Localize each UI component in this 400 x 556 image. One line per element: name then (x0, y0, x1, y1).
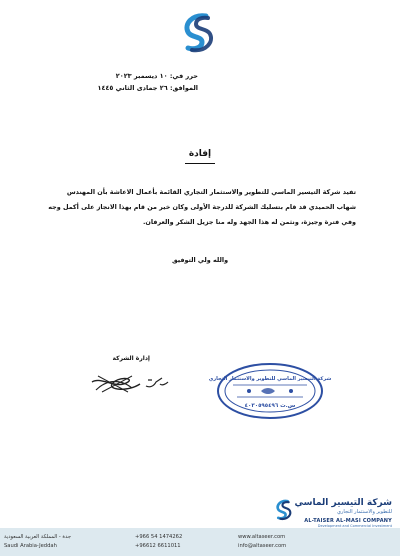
address-english: Saudi Arabia-Jeddah (4, 543, 57, 549)
brand-tagline-english: Development and Commercial Investment (317, 524, 392, 528)
stamp-text-top: شركة التيسير الماسي للتطوير والاستثمار التجاري (208, 376, 332, 382)
footer-swirl-logo-icon (272, 498, 296, 522)
document-body: تفيد شركة التيسير الماسي للتطوير والاستثمار التجاري القائمة بأعمال الاعاشة بأن المهندس شهاب الحميدي قد قام بتسليك الشركة للدرجة الأولى وكان خير من قام بهذا الانجاز على أكمل وجه وفي فترة وجيزة، ونثمن له هذا الجهد وله منا جزيل الشكر والعرفان. (48, 188, 356, 226)
footer-phones (135, 533, 182, 551)
handwritten-signature-icon (88, 368, 178, 398)
document-closing: والله ولي التوفيق (171, 256, 229, 264)
stamp-text-bottom: س.ت ٤٠٣٠٥٩٥٤٩٦ (244, 403, 296, 409)
title-underline (185, 163, 215, 164)
footer-brand (0, 492, 400, 528)
footer-web (238, 533, 286, 551)
phone-1: +966 54 1474262 (135, 534, 183, 540)
management-label: إدارة الشركة (112, 355, 150, 362)
date-block (58, 70, 198, 94)
brand-name-arabic: شركة التيسير الماسي (294, 498, 392, 508)
email-link[interactable]: info@altaseer.com (238, 543, 287, 549)
company-stamp-icon (208, 361, 332, 421)
footer-address (4, 533, 71, 551)
brand-subtitle-arabic: للتطوير والاستثمار التجاري (337, 509, 392, 515)
brand-name-english: AL-TAISER AL-MASI COMPANY (304, 518, 392, 524)
company-swirl-logo-icon (176, 10, 222, 56)
document-title: إفادة (188, 149, 212, 159)
website-link[interactable]: www.altaseer.com (238, 534, 286, 540)
date-gregorian: حرر في: ١٠ ديسمبر ٢٠٢٣ (115, 72, 198, 80)
phone-2: +96612 6611011 (135, 543, 181, 549)
address-arabic: جدة - المملكة العربية السعودية (4, 534, 72, 540)
footer-contact-band (0, 528, 400, 556)
date-hijri: الموافق: ٢٦ جمادى الثاني ١٤٤٥ (97, 84, 198, 92)
